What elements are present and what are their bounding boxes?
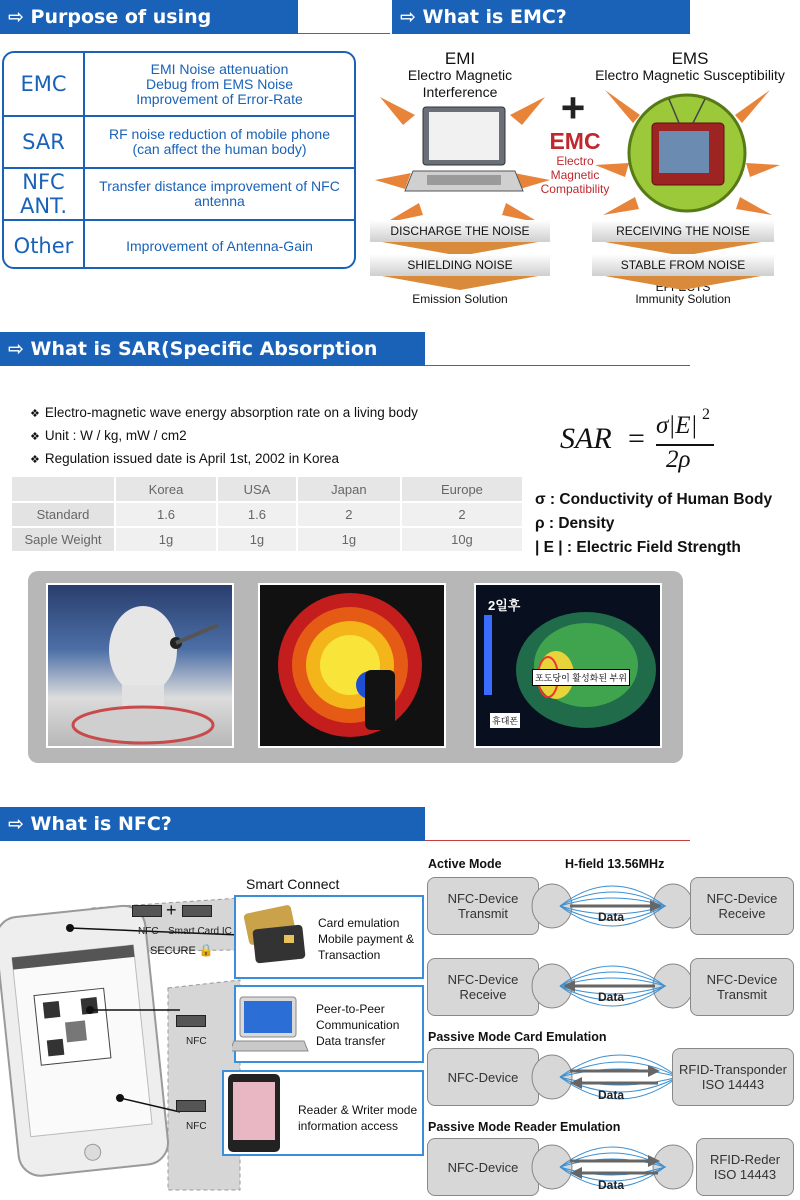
smart-connect-label: Smart Connect xyxy=(246,876,340,892)
emission-solution-label: Emission Solution xyxy=(412,292,508,306)
brain-scan-image xyxy=(474,583,662,748)
table-cell: 1g xyxy=(217,527,297,552)
absorber-value: RF noise reduction of mobile phone (can affect the human body) xyxy=(108,126,331,157)
sar-standards-table xyxy=(12,477,524,553)
ems-heading xyxy=(590,50,790,84)
nfc-device-receive-box: NFC-Device Receive xyxy=(690,877,794,935)
definition-e-field: | E | : Electric Field Strength xyxy=(535,539,741,556)
table-cell: 2 xyxy=(401,502,523,527)
active-mode-field-1 xyxy=(530,872,695,940)
sar-bullet: ❖ Unit : W / kg, mW / cm2 xyxy=(30,425,418,448)
table-cell: Standard xyxy=(12,502,115,527)
table-cell: Saple Weight xyxy=(12,527,115,552)
secure-label xyxy=(150,943,214,957)
scan-label-2: 2일후 xyxy=(488,598,521,613)
reader-writer-text: Reader & Writer mode information access xyxy=(298,1103,418,1133)
absorber-purpose-table xyxy=(2,51,356,269)
scan-korean-note: 포도당이 활성화된 부위 xyxy=(532,669,630,686)
table-cell: 1.6 xyxy=(115,502,217,527)
hfield-label: H-field 13.56MHz xyxy=(565,857,665,871)
ems-label: EMS xyxy=(671,49,709,68)
emc-plus-sign: + xyxy=(560,84,586,131)
emc-section-title: ⇨ What is EMC? xyxy=(392,0,690,34)
nfc-title-underline xyxy=(425,840,690,841)
table-header-cell: Korea xyxy=(115,477,217,502)
nfc-device-box-3: NFC-Device xyxy=(427,1048,539,1106)
credit-card-icon xyxy=(240,901,310,976)
peer-to-peer-box xyxy=(234,985,424,1063)
sar-photo-strip xyxy=(28,571,683,763)
absorber-title-underline xyxy=(298,33,390,34)
absorber-row-nfc xyxy=(4,169,354,221)
emi-full: Electro Magnetic Interference xyxy=(407,67,513,100)
left-shielding-bar: SHIELDING NOISE xyxy=(370,254,550,276)
nfc-section-title: ⇨ What is NFC? xyxy=(0,807,425,841)
absorber-value: Improvement of Antenna-Gain xyxy=(126,237,313,254)
right-stable-bar: STABLE FROM NOISE EFFECTS xyxy=(592,254,774,276)
formula-numerator: σ|E| xyxy=(656,412,698,439)
right-arrow-2 xyxy=(605,276,761,290)
nfc-device-box-4: NFC-Device xyxy=(427,1138,539,1196)
peer-to-peer-text: Peer-to-Peer Communication Data transfer xyxy=(316,1002,400,1048)
lock-icon: 🔒 xyxy=(198,943,214,957)
thermal-head-phone-image xyxy=(258,583,446,748)
emi-label: EMI xyxy=(444,49,476,68)
passive-reader-label: Passive Mode Reader Emulation xyxy=(428,1120,621,1134)
nfc-device-transmit-box-2: NFC-Device Transmit xyxy=(690,958,794,1016)
table-cell: 2 xyxy=(297,502,401,527)
ems-full: Electro Magnetic Susceptibility xyxy=(595,67,785,83)
definition-rho: ρ : Density xyxy=(535,515,615,532)
sar-bullet-list xyxy=(30,402,418,471)
table-header-cell: USA xyxy=(217,477,297,502)
active-mode-label: Active Mode xyxy=(428,857,502,871)
mannequin-sar-test-photo xyxy=(46,583,234,748)
nfc-chip-icon-2 xyxy=(176,1015,206,1027)
absorber-key: Other xyxy=(4,221,85,269)
nfc-chip-icon-3 xyxy=(176,1100,206,1112)
data-label: Data xyxy=(598,1178,625,1192)
sar-table-header-row xyxy=(12,477,523,502)
chip-plus: + xyxy=(166,900,177,920)
reader-writer-box xyxy=(222,1070,424,1156)
laptop-icon xyxy=(232,989,310,1059)
active-mode-field-2 xyxy=(530,952,695,1020)
passive-card-label: Passive Mode Card Emulation xyxy=(428,1030,607,1044)
table-row xyxy=(12,527,523,552)
chip-nfc-label: NFC xyxy=(138,926,159,937)
formula-denominator: 2ρ xyxy=(666,446,691,473)
absorber-row-sar xyxy=(4,117,354,169)
left-arrow-2 xyxy=(382,276,538,290)
table-cell: 1g xyxy=(115,527,217,552)
smart-card-chip-icon xyxy=(182,905,212,917)
chip-smart-card-label: Smart Card IC xyxy=(168,926,232,937)
rfid-reader-box: RFID-Reder ISO 14443 xyxy=(696,1138,794,1196)
table-cell: 1g xyxy=(297,527,401,552)
left-discharge-bar: DISCHARGE THE NOISE xyxy=(370,220,550,242)
nfc-chip-label-2: NFC xyxy=(186,1036,207,1047)
tablet-icon xyxy=(224,1072,284,1156)
card-emulation-text: Card emulation Mobile payment & Transaction xyxy=(318,916,415,962)
secure-text: SECURE xyxy=(150,945,196,957)
absorber-section-title: ⇨ Purpose of using Absorber xyxy=(0,0,298,34)
table-row xyxy=(12,502,523,527)
right-receiving-bar: RECEIVING THE NOISE xyxy=(592,220,774,242)
thermal-head-graphic xyxy=(260,585,446,748)
table-cell: 10g xyxy=(401,527,523,552)
absorber-key: SAR xyxy=(4,117,85,167)
absorber-key: NFC ANT. xyxy=(4,169,85,219)
table-header-cell xyxy=(12,477,115,502)
definition-sigma: σ : Conductivity of Human Body xyxy=(535,491,773,508)
sar-section-title: ⇨ What is SAR(Specific Absorption Ratio)? xyxy=(0,332,425,366)
sar-title-underline xyxy=(425,365,690,366)
emi-laptop-illustration xyxy=(375,85,550,225)
ems-tv-illustration xyxy=(595,85,780,225)
formula-lhs: SAR xyxy=(560,422,612,455)
formula-exponent: 2 xyxy=(702,406,710,423)
scan-phone-label: 휴대폰 xyxy=(490,713,520,728)
sar-definitions xyxy=(535,488,772,560)
table-header-cell: Europe xyxy=(401,477,523,502)
emc-center-label: EMC xyxy=(549,128,601,154)
nfc-device-receive-box-2: NFC-Device Receive xyxy=(427,958,539,1016)
sar-bullet: ❖ Regulation issued date is April 1st, 2002 in Korea xyxy=(30,448,418,471)
emc-center-full: Electro Magnetic Compatibility xyxy=(540,154,610,196)
data-label: Data xyxy=(598,1088,625,1102)
data-label: Data xyxy=(598,910,625,924)
table-header-cell: Japan xyxy=(297,477,401,502)
rfid-transponder-box: RFID-Transponder ISO 14443 xyxy=(672,1048,794,1106)
nfc-device-transmit-box: NFC-Device Transmit xyxy=(427,877,539,935)
data-label: Data xyxy=(598,990,625,1004)
absorber-row-emc xyxy=(4,53,354,117)
formula-equals: = xyxy=(628,422,645,455)
table-cell: 1.6 xyxy=(217,502,297,527)
absorber-key: EMC xyxy=(4,53,85,115)
card-emulation-box xyxy=(234,895,424,979)
sar-bullet: ❖ Electro-magnetic wave energy absorption rate on a living body xyxy=(30,402,418,425)
absorber-value: Transfer distance improvement of NFC antenna xyxy=(99,178,340,209)
nfc-chip-label-3: NFC xyxy=(186,1121,207,1132)
absorber-value: EMI Noise attenuation Debug from EMS Noise Improvement of Error-Rate xyxy=(136,60,303,107)
immunity-solution-label: Immunity Solution xyxy=(635,292,731,306)
mannequin-head-image xyxy=(48,585,234,748)
nfc-chip-icon xyxy=(132,905,162,917)
absorber-row-other xyxy=(4,221,354,269)
